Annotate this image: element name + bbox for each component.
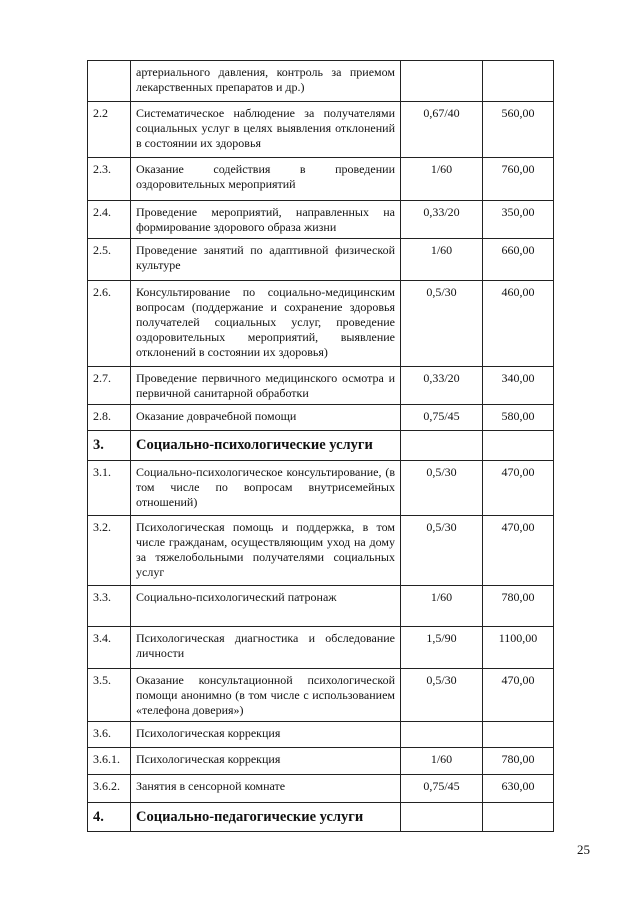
service-price: 470,00 <box>483 461 554 516</box>
service-price <box>483 431 554 461</box>
time-norm <box>401 803 483 832</box>
service-description: Консультирование по социально-медицинским вопросам (поддержание и сохранение здоровья получателей социальных услуг, проведение оздоровительных мероприятий, выявление отклонений в состоянии их здоровья) <box>131 281 401 367</box>
row-number: 2.4. <box>88 201 131 239</box>
time-norm: 0,75/45 <box>401 775 483 803</box>
service-description: Социально-психологическое консультирование, (в том числе по вопросам внутрисемейных отношений) <box>131 461 401 516</box>
service-description: Оказание содействия в проведении оздоровительных мероприятий <box>131 158 401 201</box>
row-number <box>88 61 131 102</box>
time-norm <box>401 61 483 102</box>
section-header-row <box>88 431 554 461</box>
service-description: Проведение мероприятий, направленных на формирование здорового образа жизни <box>131 201 401 239</box>
service-price: 350,00 <box>483 201 554 239</box>
row-number: 2.8. <box>88 405 131 431</box>
row-number: 3.2. <box>88 516 131 586</box>
service-description: Систематическое наблюдение за получателями социальных услуг в целях выявления отклонений в состоянии их здоровья <box>131 102 401 158</box>
service-description: Социально-психологические услуги <box>131 431 401 461</box>
table-row <box>88 669 554 722</box>
time-norm: 1/60 <box>401 748 483 775</box>
time-norm: 1/60 <box>401 158 483 201</box>
service-price <box>483 61 554 102</box>
service-price: 340,00 <box>483 367 554 405</box>
service-price: 460,00 <box>483 281 554 367</box>
service-price: 660,00 <box>483 239 554 281</box>
table-row <box>88 586 554 627</box>
service-description: Психологическая коррекция <box>131 722 401 748</box>
service-price: 1100,00 <box>483 627 554 669</box>
row-number: 2.6. <box>88 281 131 367</box>
table-row <box>88 405 554 431</box>
service-price: 760,00 <box>483 158 554 201</box>
section-header-row <box>88 803 554 832</box>
time-norm: 0,5/30 <box>401 461 483 516</box>
service-description: Социально-психологический патронаж <box>131 586 401 627</box>
service-description: Проведение занятий по адаптивной физической культуре <box>131 239 401 281</box>
time-norm: 0,5/30 <box>401 516 483 586</box>
time-norm <box>401 431 483 461</box>
row-number: 3. <box>88 431 131 461</box>
time-norm: 1/60 <box>401 586 483 627</box>
time-norm: 0,67/40 <box>401 102 483 158</box>
table-row <box>88 627 554 669</box>
table-row <box>88 367 554 405</box>
row-number: 3.6.2. <box>88 775 131 803</box>
row-number: 3.3. <box>88 586 131 627</box>
service-description: Психологическая диагностика и обследование личности <box>131 627 401 669</box>
time-norm: 0,5/30 <box>401 281 483 367</box>
service-price: 780,00 <box>483 586 554 627</box>
table-row <box>88 61 554 102</box>
row-number: 3.5. <box>88 669 131 722</box>
table-row <box>88 281 554 367</box>
row-number: 3.4. <box>88 627 131 669</box>
table-row <box>88 102 554 158</box>
service-description: артериального давления, контроль за приемом лекарственных препаратов и др.) <box>131 61 401 102</box>
services-table-body <box>88 61 554 832</box>
service-description: Социально-педагогические услуги <box>131 803 401 832</box>
time-norm <box>401 722 483 748</box>
services-price-table <box>87 60 554 832</box>
table-row <box>88 748 554 775</box>
time-norm: 0,75/45 <box>401 405 483 431</box>
table-row <box>88 158 554 201</box>
row-number: 4. <box>88 803 131 832</box>
row-number: 2.7. <box>88 367 131 405</box>
row-number: 3.1. <box>88 461 131 516</box>
table-row <box>88 239 554 281</box>
service-description: Занятия в сенсорной комнате <box>131 775 401 803</box>
table-row <box>88 516 554 586</box>
service-price: 630,00 <box>483 775 554 803</box>
table-row <box>88 201 554 239</box>
service-description: Оказание консультационной психологической помощи анонимно (в том числе с использованием «телефона доверия») <box>131 669 401 722</box>
page-number: 25 <box>577 842 590 857</box>
service-price: 780,00 <box>483 748 554 775</box>
table-row <box>88 775 554 803</box>
row-number: 2.5. <box>88 239 131 281</box>
time-norm: 0,33/20 <box>401 367 483 405</box>
service-description: Проведение первичного медицинского осмотра и первичной санитарной обработки <box>131 367 401 405</box>
service-price <box>483 722 554 748</box>
time-norm: 0,5/30 <box>401 669 483 722</box>
table-row <box>88 461 554 516</box>
service-description: Психологическая коррекция <box>131 748 401 775</box>
time-norm: 1,5/90 <box>401 627 483 669</box>
row-number: 3.6. <box>88 722 131 748</box>
service-price: 560,00 <box>483 102 554 158</box>
table-row <box>88 722 554 748</box>
service-description: Оказание доврачебной помощи <box>131 405 401 431</box>
service-price: 580,00 <box>483 405 554 431</box>
row-number: 2.3. <box>88 158 131 201</box>
row-number: 2.2 <box>88 102 131 158</box>
service-price: 470,00 <box>483 669 554 722</box>
service-price <box>483 803 554 832</box>
time-norm: 1/60 <box>401 239 483 281</box>
service-description: Психологическая помощь и поддержка, в том числе гражданам, осуществляющим уход на дому за тяжелобольными получателями социальных услуг <box>131 516 401 586</box>
row-number: 3.6.1. <box>88 748 131 775</box>
service-price: 470,00 <box>483 516 554 586</box>
time-norm: 0,33/20 <box>401 201 483 239</box>
